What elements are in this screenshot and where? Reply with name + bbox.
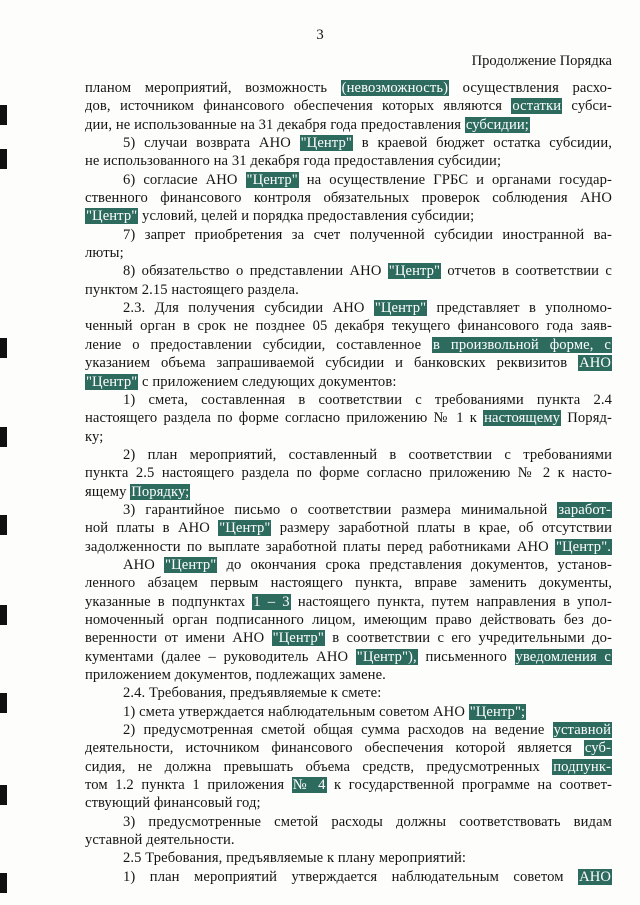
ocr-highlight: "Центр"), (356, 648, 417, 665)
text-line (85, 336, 612, 354)
scan-artifact (0, 105, 7, 125)
text-segment: сидия, не должна превышать объема средств, предусмотренных (85, 758, 553, 775)
text-segment: пункта 2.5 настоящего раздела по форме согласно приложению № 2 к насто- (85, 465, 612, 482)
text-line (85, 189, 612, 207)
text-line (85, 648, 612, 666)
text-line (85, 831, 612, 849)
ocr-highlight: "Центр"; (469, 703, 526, 720)
text-line (85, 794, 612, 812)
text-line (85, 721, 612, 739)
ocr-highlight: уставной (553, 722, 611, 739)
text-line (85, 483, 612, 501)
text-segment: настоящего пункта, путем направления в упол- (290, 593, 612, 610)
ocr-highlight: АНО (579, 868, 611, 885)
text-segment: указанием объема запрашиваемой субсидии и банковских реквизитов (85, 355, 579, 372)
text-line (85, 868, 612, 886)
text-line (85, 281, 612, 299)
text-line (85, 556, 612, 574)
text-segment: условий, целей и порядка предоставления субсидии; (138, 208, 475, 225)
ocr-highlight: суб- (584, 740, 611, 757)
ocr-highlight: "Центр" (86, 373, 138, 390)
ocr-highlight: № 4 (292, 777, 326, 794)
ocr-highlight: "Центр" (374, 300, 427, 317)
text-segment: 1) смета, составленная в соответствии с требованиями пункта 2.4 (123, 391, 612, 408)
ocr-highlight: "Центр" (246, 171, 298, 188)
text-line (85, 391, 612, 409)
text-line (85, 758, 612, 776)
text-segment: дии, не использованные на 31 декабря года предоставления (85, 116, 465, 133)
scan-artifact (0, 338, 7, 358)
text-line (85, 776, 612, 794)
text-line (85, 317, 612, 335)
ocr-highlight: "Центр" (86, 208, 138, 225)
ocr-highlight: "Центр" (272, 630, 324, 647)
text-segment: ствующий финансовый год; (85, 795, 261, 812)
ocr-highlight: "Центр". (555, 538, 611, 555)
text-segment: письменного (417, 648, 515, 665)
text-segment: представляет в уполномо- (427, 300, 612, 317)
text-segment: осуществления расхо- (449, 80, 612, 96)
text-line (85, 354, 612, 372)
text-line (85, 629, 612, 647)
text-line (85, 152, 612, 170)
text-line (85, 593, 612, 611)
text-segment: размеру заработной платы в крае, об отсутствии (271, 520, 612, 537)
text-segment: не использованного на 31 декабря года предоставления субсидии; (85, 153, 502, 170)
text-line (85, 373, 612, 391)
text-segment: дов, источником финансового обеспечения которых являются (85, 98, 512, 115)
text-segment: 6) согласие АНО (123, 171, 246, 188)
text-segment: 3) гарантийное письмо о соответствии размера минимальной (123, 501, 558, 518)
text-segment: с приложением следующих документов: (138, 373, 397, 390)
text-line (85, 207, 612, 225)
text-segment: 5) случаи возврата АНО (123, 135, 300, 152)
text-segment: уставной деятельности. (85, 832, 235, 849)
text-segment: том 1.2 пункта 1 приложения (85, 777, 292, 794)
text-segment: отчетов в соответствии с (441, 263, 612, 280)
text-segment: 3) предусмотренные сметой расходы должны соответствовать видам (123, 813, 612, 830)
ocr-highlight: уведомления с (515, 648, 611, 665)
scan-artifact (0, 693, 7, 713)
scan-artifact (0, 515, 7, 535)
text-line (85, 299, 612, 317)
text-line (85, 134, 612, 152)
text-segment: пунктом 2.15 настоящего раздела. (85, 281, 299, 298)
text-segment: к государственной программе на соответ- (326, 777, 613, 794)
text-segment: веренности от имени АНО (85, 630, 272, 647)
ocr-highlight: настоящему (484, 410, 561, 427)
text-line (85, 538, 612, 556)
text-line (85, 244, 612, 262)
text-line (85, 262, 612, 280)
text-segment: 1) смета утверждается наблюдательным советом АНО (123, 703, 469, 720)
text-line (85, 116, 612, 134)
text-line (85, 446, 612, 464)
continuation-header: Продолжение Порядка (471, 53, 612, 69)
text-segment: ственного финансового контроля обязательных проверок соблюдения АНО (85, 190, 612, 207)
text-line (85, 428, 612, 446)
page-number: 3 (316, 27, 324, 43)
scan-artifact (0, 427, 7, 447)
scan-artifact (0, 605, 7, 625)
ocr-highlight: 1 – 3 (253, 593, 290, 610)
text-segment: кументами (далее – руководитель АНО (85, 648, 356, 665)
text-segment: ку; (85, 428, 104, 445)
ocr-highlight: заработ- (558, 501, 611, 518)
ocr-highlight: (невозможность) (341, 80, 449, 96)
text-line (85, 501, 612, 519)
ocr-highlight: остатки (512, 98, 562, 115)
ocr-highlight: "Центр" (300, 135, 352, 152)
text-segment: 8) обязательство о представлении АНО (123, 263, 388, 280)
text-segment: настоящего раздела по форме согласно приложению № 1 к (85, 410, 484, 427)
text-segment: люты; (85, 245, 124, 262)
text-segment: указанные в подпунктах (85, 593, 253, 610)
text-line (85, 519, 612, 537)
text-segment: ящему (85, 483, 131, 500)
ocr-highlight: подпунк- (553, 758, 611, 775)
text-line (85, 739, 612, 757)
text-segment: 2.3. Для получения субсидии АНО (123, 300, 374, 317)
scan-artifact (0, 785, 7, 805)
text-segment: деятельности, источником финансового обеспечения которой является (85, 740, 584, 757)
text-segment: на осуществление ГРБС и органами государ- (298, 171, 612, 188)
text-segment: номоченный орган подписанного лицом, имеющим право действовать без до- (85, 611, 612, 628)
scan-artifact (0, 873, 7, 893)
text-segment: субси- (562, 98, 612, 115)
ocr-highlight: субсидии; (465, 116, 529, 133)
text-segment: ченный орган в срок не позднее 05 декабря текущего финансового года заяв- (85, 318, 612, 335)
text-segment: АНО (123, 556, 165, 573)
scan-artifact (0, 149, 7, 169)
text-segment: ной платы в АНО (85, 520, 219, 537)
text-line (85, 666, 612, 684)
text-segment: задолженности по выплате заработной платы перед работниками АНО (85, 538, 555, 555)
text-line (85, 849, 612, 867)
text-segment: 2) план мероприятий, составленный в соответствии с требованиями (123, 446, 612, 463)
ocr-highlight: "Центр" (388, 263, 441, 280)
text-line (85, 79, 612, 97)
text-segment: Поряд- (561, 410, 612, 427)
text-line (85, 97, 612, 115)
text-line (85, 684, 612, 702)
text-segment: ленного абзацем первым настоящего пункта, вправе заменить документы, (85, 575, 612, 592)
text-segment: в соответствии с его учредительными до- (324, 630, 612, 647)
ocr-highlight: АНО (579, 355, 611, 372)
text-line (85, 611, 612, 629)
text-line (85, 464, 612, 482)
text-line (85, 813, 612, 831)
ocr-highlight: "Центр" (165, 556, 217, 573)
text-segment: в краевой бюджет остатка субсидии, (352, 135, 612, 152)
ocr-highlight: Порядку; (131, 483, 190, 500)
text-segment: 2.5 Требования, предъявляемые к плану мероприятий: (123, 850, 467, 867)
text-line (85, 574, 612, 592)
ocr-highlight: в произвольной форме, с (433, 336, 611, 353)
text-line (85, 703, 612, 721)
text-line (85, 409, 612, 427)
text-segment: до окончания срока представления документов, установ- (217, 556, 612, 573)
text-line (85, 226, 612, 244)
document-body (85, 79, 612, 886)
text-segment: 7) запрет приобретения за счет полученной субсидии иностранной ва- (123, 226, 612, 243)
text-segment: 1) план мероприятий утверждается наблюдательным советом (123, 868, 579, 885)
text-segment: планом мероприятий, возможность (85, 80, 341, 96)
text-line (85, 171, 612, 189)
text-segment: приложением документов, подлежащих замене. (85, 667, 386, 683)
text-segment: ление о предоставлении субсидии, составленное (85, 336, 433, 353)
text-segment: 2.4. Требования, предъявляемые к смете: (123, 685, 382, 702)
ocr-highlight: "Центр" (219, 520, 271, 537)
text-segment: 2) предусмотренная сметой общая сумма расходов на ведение (123, 722, 553, 739)
